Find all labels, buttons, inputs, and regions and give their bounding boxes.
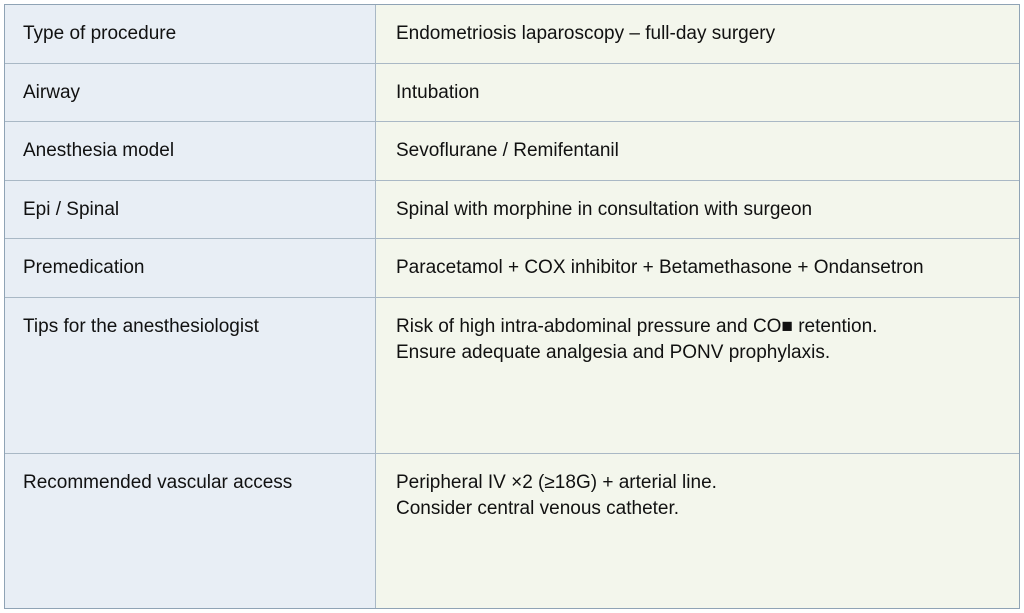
row-value <box>376 181 1019 239</box>
row-value <box>376 454 1019 608</box>
row-label: Premedication <box>5 239 376 298</box>
value-line: Risk of high intra-abdominal pressure and CO■ retention. <box>396 316 878 337</box>
row-value <box>376 298 1019 454</box>
row-value <box>376 5 1019 64</box>
row-value <box>376 239 1019 298</box>
value-line: Intubation <box>396 82 480 103</box>
value-line: Sevoflurane / Remifentanil <box>396 140 619 161</box>
row-label: Airway <box>5 64 376 122</box>
row-label: Anesthesia model <box>5 122 376 181</box>
procedure-info-table <box>4 4 1020 609</box>
row-value <box>376 64 1019 122</box>
value-line: Spinal with morphine in consultation with surgeon <box>396 199 813 220</box>
row-label: Recommended vascular access <box>5 454 376 608</box>
row-label: Epi / Spinal <box>5 181 376 239</box>
value-line: Endometriosis laparoscopy – full-day surgery <box>396 23 776 44</box>
row-label: Tips for the anesthesiologist <box>5 298 376 454</box>
value-line: Ensure adequate analgesia and PONV prophylaxis. <box>396 342 831 363</box>
value-line: Paracetamol + COX inhibitor + Betamethasone + Ondansetron <box>396 257 924 278</box>
row-label: Type of procedure <box>5 5 376 64</box>
value-line: Peripheral IV ×2 (≥18G) + arterial line. <box>396 472 717 493</box>
value-line: Consider central venous catheter. <box>396 498 680 519</box>
row-value <box>376 122 1019 181</box>
